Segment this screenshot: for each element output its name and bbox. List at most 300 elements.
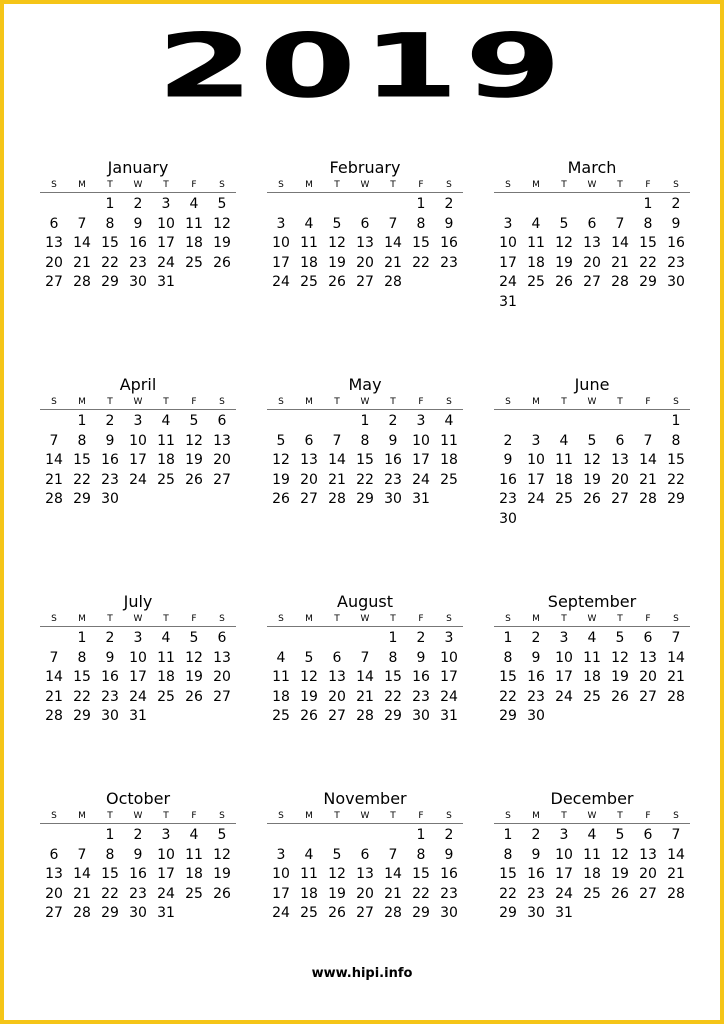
weekday-label: S — [278, 180, 284, 190]
day-cell: 27 — [639, 885, 657, 902]
day-cell: 27 — [213, 688, 231, 705]
weekday-label: M — [78, 614, 86, 624]
month-name: January — [107, 158, 169, 177]
day-cell: 1 — [105, 827, 115, 843]
day-grid — [40, 826, 236, 924]
empty-cell — [522, 195, 550, 215]
day-cell: 17 — [499, 254, 517, 271]
day-cell: 19 — [213, 235, 231, 252]
day-cell: 22 — [73, 688, 91, 705]
day-cell: 4 — [161, 630, 171, 646]
weekday-label: S — [278, 811, 284, 821]
day-cell: 4 — [189, 827, 199, 843]
day-cell: 25 — [583, 885, 601, 902]
day-cell: 11 — [583, 649, 601, 666]
day-cell: 5 — [559, 215, 569, 232]
day-cell: 2 — [105, 630, 115, 646]
day-grid — [494, 629, 690, 727]
day-grid — [40, 412, 236, 510]
website-footer: www.hipi.info — [311, 966, 413, 981]
day-cell: 11 — [300, 866, 318, 883]
month-october — [40, 789, 236, 924]
day-cell: 21 — [356, 688, 374, 705]
month-may — [267, 375, 463, 510]
day-cell: 15 — [499, 866, 517, 883]
day-cell: 3 — [161, 196, 171, 212]
day-cell: 10 — [129, 649, 147, 666]
day-cell: 16 — [527, 866, 545, 883]
day-cell: 8 — [77, 649, 87, 666]
day-cell: 28 — [611, 274, 629, 291]
empty-cell — [323, 629, 351, 649]
day-cell: 18 — [527, 254, 545, 271]
day-cell: 12 — [185, 649, 203, 666]
day-cell: 16 — [101, 452, 119, 469]
weekday-label: T — [561, 180, 567, 190]
month-name: September — [547, 592, 637, 611]
day-cell: 12 — [272, 452, 290, 469]
empty-cell — [68, 195, 96, 215]
day-cell: 8 — [416, 215, 426, 232]
day-cell: 19 — [213, 866, 231, 883]
day-cell: 7 — [332, 432, 342, 449]
month-name: May — [348, 375, 382, 394]
day-cell: 6 — [587, 215, 597, 232]
day-cell: 14 — [328, 452, 346, 469]
day-cell: 26 — [555, 274, 573, 291]
day-cell: 3 — [444, 630, 454, 646]
day-cell: 13 — [583, 235, 601, 252]
day-cell: 31 — [412, 491, 430, 508]
weekday-label: S — [673, 397, 679, 407]
day-cell: 9 — [531, 649, 541, 666]
weekday-label: T — [107, 811, 113, 821]
day-cell: 14 — [45, 669, 63, 686]
weekday-label: F — [191, 180, 197, 190]
month-name: February — [329, 158, 401, 177]
weekday-label: T — [561, 397, 567, 407]
day-cell: 13 — [356, 866, 374, 883]
day-cell: 1 — [416, 196, 426, 212]
weekday-label: T — [163, 397, 169, 407]
day-cell: 23 — [129, 885, 147, 902]
day-cell: 10 — [129, 432, 147, 449]
day-cell: 1 — [503, 630, 513, 646]
day-cell: 20 — [328, 688, 346, 705]
day-cell: 11 — [583, 846, 601, 863]
day-cell: 30 — [384, 491, 402, 508]
day-cell: 25 — [300, 274, 318, 291]
weekday-header — [40, 612, 236, 627]
day-cell: 8 — [77, 432, 87, 449]
day-cell: 21 — [328, 471, 346, 488]
empty-cell — [267, 195, 295, 215]
day-cell: 11 — [185, 846, 203, 863]
day-cell: 27 — [45, 905, 63, 922]
empty-cell — [578, 412, 606, 432]
day-cell: 12 — [611, 846, 629, 863]
month-august — [267, 592, 463, 727]
day-cell: 19 — [611, 866, 629, 883]
day-cell: 18 — [555, 471, 573, 488]
day-cell: 27 — [583, 274, 601, 291]
empty-cell — [379, 195, 407, 215]
empty-cell — [379, 826, 407, 846]
day-cell: 8 — [503, 649, 513, 666]
day-cell: 23 — [667, 254, 685, 271]
day-cell: 11 — [440, 432, 458, 449]
day-cell: 12 — [583, 452, 601, 469]
empty-cell — [267, 629, 295, 649]
day-cell: 22 — [412, 254, 430, 271]
weekday-header — [267, 809, 463, 824]
day-cell: 25 — [185, 254, 203, 271]
day-cell: 14 — [73, 866, 91, 883]
day-cell: 14 — [639, 452, 657, 469]
weekday-header — [267, 612, 463, 627]
day-cell: 2 — [503, 432, 513, 449]
weekday-label: S — [219, 614, 225, 624]
day-cell: 14 — [356, 669, 374, 686]
day-cell: 26 — [213, 254, 231, 271]
weekday-label: W — [587, 811, 597, 821]
day-cell: 18 — [157, 452, 175, 469]
day-cell: 15 — [384, 669, 402, 686]
day-cell: 14 — [667, 846, 685, 863]
weekday-label: S — [219, 397, 225, 407]
weekday-label: W — [587, 397, 597, 407]
day-cell: 9 — [105, 649, 115, 666]
day-cell: 5 — [332, 846, 342, 863]
day-cell: 19 — [185, 452, 203, 469]
day-cell: 18 — [185, 866, 203, 883]
day-cell: 22 — [73, 471, 91, 488]
day-cell: 24 — [412, 471, 430, 488]
empty-cell — [40, 826, 68, 846]
day-cell: 6 — [332, 649, 342, 666]
empty-cell — [40, 195, 68, 215]
weekday-label: T — [617, 180, 623, 190]
day-cell: 14 — [667, 649, 685, 666]
empty-cell — [323, 412, 351, 432]
day-cell: 3 — [559, 630, 569, 646]
day-cell: 7 — [49, 432, 59, 449]
day-cell: 22 — [639, 254, 657, 271]
day-cell: 2 — [444, 827, 454, 843]
weekday-label: T — [107, 180, 113, 190]
empty-cell — [295, 195, 323, 215]
day-cell: 25 — [300, 905, 318, 922]
day-cell: 1 — [416, 827, 426, 843]
day-cell: 16 — [101, 669, 119, 686]
day-cell: 3 — [133, 413, 143, 429]
day-cell: 25 — [555, 491, 573, 508]
day-cell: 10 — [527, 452, 545, 469]
weekday-label: S — [51, 811, 57, 821]
day-cell: 27 — [45, 274, 63, 291]
day-cell: 5 — [615, 630, 625, 646]
day-cell: 6 — [49, 215, 59, 232]
day-cell: 7 — [360, 649, 370, 666]
day-cell: 18 — [440, 452, 458, 469]
day-cell: 28 — [45, 708, 63, 725]
empty-cell — [323, 826, 351, 846]
day-cell: 13 — [213, 649, 231, 666]
weekday-label: M — [532, 614, 540, 624]
day-cell: 22 — [384, 688, 402, 705]
day-cell: 5 — [332, 215, 342, 232]
day-cell: 20 — [300, 471, 318, 488]
weekday-label: S — [446, 614, 452, 624]
day-cell: 19 — [328, 885, 346, 902]
day-cell: 15 — [101, 235, 119, 252]
empty-cell — [351, 826, 379, 846]
day-cell: 22 — [356, 471, 374, 488]
day-cell: 2 — [444, 196, 454, 212]
day-cell: 2 — [416, 630, 426, 646]
empty-cell — [295, 826, 323, 846]
day-cell: 28 — [639, 491, 657, 508]
day-cell: 25 — [272, 708, 290, 725]
empty-cell — [40, 412, 68, 432]
weekday-label: T — [334, 397, 340, 407]
day-cell: 26 — [328, 274, 346, 291]
day-grid — [494, 826, 690, 924]
weekday-label: F — [418, 614, 424, 624]
day-cell: 16 — [440, 866, 458, 883]
weekday-label: M — [78, 811, 86, 821]
weekday-label: T — [617, 397, 623, 407]
day-cell: 14 — [384, 235, 402, 252]
day-cell: 1 — [105, 196, 115, 212]
day-cell: 16 — [412, 669, 430, 686]
day-cell: 19 — [583, 471, 601, 488]
weekday-label: W — [133, 180, 143, 190]
weekday-label: M — [305, 180, 313, 190]
day-cell: 3 — [531, 432, 541, 449]
day-cell: 27 — [356, 905, 374, 922]
day-cell: 28 — [384, 274, 402, 291]
weekday-label: S — [505, 397, 511, 407]
day-cell: 8 — [643, 215, 653, 232]
day-cell: 3 — [503, 215, 513, 232]
day-cell: 19 — [272, 471, 290, 488]
day-cell: 26 — [272, 491, 290, 508]
day-cell: 29 — [73, 708, 91, 725]
month-september — [494, 592, 690, 727]
day-cell: 17 — [555, 669, 573, 686]
day-cell: 20 — [583, 254, 601, 271]
day-cell: 28 — [328, 491, 346, 508]
weekday-label: W — [360, 180, 370, 190]
day-cell: 20 — [639, 669, 657, 686]
day-cell: 15 — [412, 866, 430, 883]
day-cell: 27 — [328, 708, 346, 725]
day-cell: 4 — [444, 413, 454, 429]
day-cell: 29 — [356, 491, 374, 508]
day-cell: 11 — [555, 452, 573, 469]
day-cell: 13 — [611, 452, 629, 469]
day-cell: 28 — [73, 274, 91, 291]
weekday-label: F — [191, 811, 197, 821]
empty-cell — [267, 412, 295, 432]
day-cell: 22 — [667, 471, 685, 488]
empty-cell — [606, 412, 634, 432]
day-cell: 1 — [671, 413, 681, 429]
day-cell: 23 — [440, 254, 458, 271]
day-cell: 12 — [328, 235, 346, 252]
weekday-label: M — [305, 614, 313, 624]
day-cell: 15 — [667, 452, 685, 469]
weekday-label: S — [505, 180, 511, 190]
weekday-label: S — [505, 614, 511, 624]
day-cell: 10 — [272, 866, 290, 883]
day-cell: 23 — [412, 688, 430, 705]
day-cell: 3 — [133, 630, 143, 646]
day-cell: 9 — [133, 215, 143, 232]
day-cell: 21 — [639, 471, 657, 488]
day-cell: 4 — [587, 630, 597, 646]
day-cell: 13 — [45, 866, 63, 883]
day-cell: 11 — [300, 235, 318, 252]
day-cell: 23 — [499, 491, 517, 508]
day-cell: 8 — [105, 846, 115, 863]
day-cell: 23 — [527, 688, 545, 705]
day-cell: 5 — [587, 432, 597, 449]
day-cell: 26 — [328, 905, 346, 922]
weekday-label: S — [673, 180, 679, 190]
day-cell: 4 — [304, 215, 314, 232]
day-cell: 31 — [440, 708, 458, 725]
day-cell: 23 — [527, 885, 545, 902]
day-cell: 28 — [667, 688, 685, 705]
day-cell: 24 — [555, 688, 573, 705]
day-cell: 21 — [611, 254, 629, 271]
day-cell: 21 — [45, 688, 63, 705]
day-cell: 23 — [440, 885, 458, 902]
weekday-label: F — [418, 397, 424, 407]
day-cell: 30 — [129, 905, 147, 922]
day-cell: 8 — [105, 215, 115, 232]
day-cell: 4 — [276, 649, 286, 666]
day-cell: 3 — [559, 827, 569, 843]
day-cell: 7 — [671, 827, 681, 843]
day-cell: 31 — [157, 274, 175, 291]
day-cell: 1 — [360, 413, 370, 429]
weekday-label: F — [418, 180, 424, 190]
weekday-label: T — [617, 811, 623, 821]
day-cell: 9 — [531, 846, 541, 863]
weekday-label: S — [51, 614, 57, 624]
day-cell: 15 — [639, 235, 657, 252]
weekday-label: S — [673, 811, 679, 821]
month-name: November — [323, 789, 407, 808]
day-cell: 29 — [384, 708, 402, 725]
day-cell: 5 — [217, 827, 227, 843]
day-cell: 15 — [73, 452, 91, 469]
weekday-label: S — [51, 180, 57, 190]
day-cell: 7 — [643, 432, 653, 449]
day-cell: 7 — [388, 846, 398, 863]
day-cell: 12 — [555, 235, 573, 252]
month-december — [494, 789, 690, 924]
day-cell: 12 — [300, 669, 318, 686]
day-cell: 2 — [388, 413, 398, 429]
weekday-label: W — [133, 614, 143, 624]
weekday-label: T — [334, 614, 340, 624]
day-cell: 17 — [527, 471, 545, 488]
weekday-header — [267, 395, 463, 410]
day-cell: 7 — [388, 215, 398, 232]
weekday-label: S — [505, 811, 511, 821]
day-cell: 24 — [555, 885, 573, 902]
weekday-label: M — [78, 397, 86, 407]
weekday-label: S — [446, 397, 452, 407]
day-cell: 17 — [272, 254, 290, 271]
day-cell: 18 — [583, 669, 601, 686]
day-cell: 10 — [412, 432, 430, 449]
day-cell: 25 — [583, 688, 601, 705]
weekday-header — [494, 809, 690, 824]
day-cell: 2 — [133, 827, 143, 843]
weekday-label: W — [587, 180, 597, 190]
weekday-label: T — [390, 614, 396, 624]
day-cell: 10 — [157, 846, 175, 863]
day-cell: 6 — [615, 432, 625, 449]
day-cell: 29 — [499, 708, 517, 725]
day-cell: 9 — [503, 452, 513, 469]
day-cell: 29 — [499, 905, 517, 922]
day-cell: 20 — [45, 254, 63, 271]
day-cell: 24 — [157, 885, 175, 902]
day-cell: 8 — [503, 846, 513, 863]
weekday-label: T — [390, 180, 396, 190]
weekday-label: S — [219, 180, 225, 190]
day-cell: 18 — [300, 254, 318, 271]
month-july — [40, 592, 236, 727]
day-cell: 19 — [328, 254, 346, 271]
month-january — [40, 158, 236, 293]
day-cell: 18 — [583, 866, 601, 883]
day-cell: 7 — [671, 630, 681, 646]
day-cell: 5 — [217, 196, 227, 212]
day-cell: 31 — [129, 708, 147, 725]
weekday-label: T — [561, 811, 567, 821]
weekday-label: F — [645, 397, 651, 407]
day-cell: 29 — [73, 491, 91, 508]
day-cell: 23 — [101, 471, 119, 488]
weekday-label: F — [418, 811, 424, 821]
weekday-label: S — [446, 180, 452, 190]
day-cell: 2 — [105, 413, 115, 429]
day-grid — [267, 826, 463, 924]
day-cell: 7 — [77, 846, 87, 863]
day-cell: 18 — [300, 885, 318, 902]
day-cell: 4 — [531, 215, 541, 232]
day-cell: 23 — [129, 254, 147, 271]
day-cell: 5 — [276, 432, 286, 449]
day-cell: 27 — [611, 491, 629, 508]
day-cell: 16 — [499, 471, 517, 488]
day-grid — [494, 412, 690, 530]
day-cell: 2 — [531, 630, 541, 646]
weekday-label: T — [107, 397, 113, 407]
day-cell: 1 — [643, 196, 653, 212]
day-cell: 28 — [384, 905, 402, 922]
day-cell: 16 — [129, 866, 147, 883]
day-cell: 15 — [412, 235, 430, 252]
empty-cell — [494, 195, 522, 215]
